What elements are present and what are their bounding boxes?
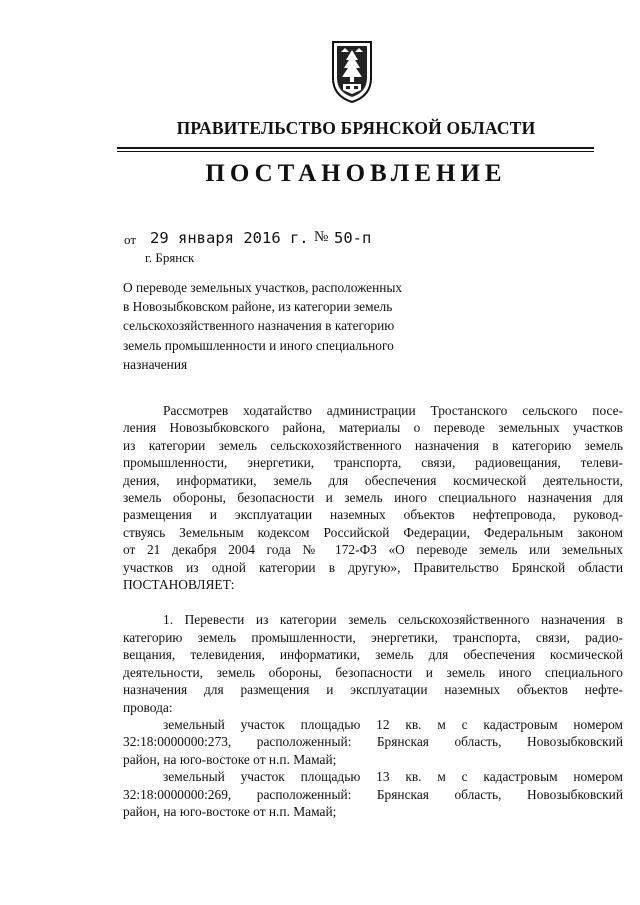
body-line: вещания, телевидения, информатики, земель для обеспечения космической [123, 647, 623, 663]
document-date: 29 января 2016 г. [150, 229, 309, 247]
document-body [123, 402, 623, 820]
body-line: назначения для размещения и эксплуатации наземных объектов нефте- [123, 682, 623, 698]
subject-line: земель промышленности и иного специального [123, 337, 394, 353]
body-line: 32:18:0000000:269, расположенный: Брянская область, Новозыбковский [123, 786, 623, 802]
subject-line: О переводе земельных участков, расположенных [123, 280, 403, 295]
body-line: район, на юго-востоке от н.п. Мамай; [123, 751, 337, 767]
parcel-1-paragraph [123, 716, 623, 768]
body-line: ления Новозыбковского района, материалы о переводе земельных участков [123, 420, 623, 436]
document-city: г. Брянск [145, 250, 195, 265]
parcel-2-paragraph [123, 768, 623, 820]
coat-of-arms-icon [327, 38, 377, 106]
government-title: ПРАВИТЕЛЬСТВО БРЯНСКОЙ ОБЛАСТИ [176, 118, 536, 138]
subject-line: в Новозыбковском районе, из категории земель [123, 299, 393, 315]
header-rule-thin [117, 151, 594, 152]
body-line: деятельности, земель обороны, безопасности и земель иного специального [123, 664, 623, 680]
body-line: Рассмотрев ходатайство администрации Тростанского сельского посе- [163, 403, 623, 418]
body-line: размещения и эксплуатации наземных объектов нефтепровода, руковод- [123, 507, 623, 523]
header-rule-thick [117, 147, 594, 149]
document-type-title: ПОСТАНОВЛЕНИЕ [205, 160, 507, 187]
preamble-paragraph [123, 402, 623, 593]
date-prefix: от [124, 232, 137, 247]
body-line: дения, информатики, земель для обеспечения космической деятельности, [123, 472, 623, 488]
document-number: 50-п [334, 229, 372, 247]
body-line: 32:18:0000000:273, расположенный: Брянская область, Новозыбковский [123, 734, 623, 750]
body-line: провода: [123, 699, 173, 715]
item-1-paragraph [123, 611, 623, 715]
body-line: из категории земель сельскохозяйственного назначения в категорию земель [123, 437, 623, 453]
body-line: земель обороны, безопасности и земель иного специального назначения для [123, 490, 623, 506]
body-line: земельный участок площадью 12 кв. м с кадастровым номером [163, 716, 623, 732]
body-line: промышленности, энергетики, транспорта, связи, радиовещания, телеви- [123, 455, 623, 471]
subject-line: назначения [123, 356, 188, 372]
document-subject [123, 278, 453, 374]
number-label: № [314, 229, 329, 245]
body-line: категорию земель промышленности, энергетики, транспорта, связи, радио- [123, 629, 623, 645]
body-line: участков из одной категории в другую», Правительство Брянской области [123, 559, 623, 575]
body-line: 1. Перевести из категории земель сельскохозяйственного назначения в [163, 612, 623, 628]
subject-line: сельскохозяйственного назначения в категорию [123, 318, 395, 334]
body-line: от 21 декабря 2004 года № 172-ФЗ «О переводе земель или земельных [123, 542, 623, 558]
body-line: ПОСТАНОВЛЯЕТ: [123, 577, 235, 593]
body-line: земельный участок площадью 13 кв. м с кадастровым номером [163, 769, 623, 785]
body-line: ствуясь Земельным кодексом Российской Федерации, Федеральным законом [123, 524, 623, 540]
body-line: район, на юго-востоке от н.п. Мамай; [123, 803, 337, 819]
